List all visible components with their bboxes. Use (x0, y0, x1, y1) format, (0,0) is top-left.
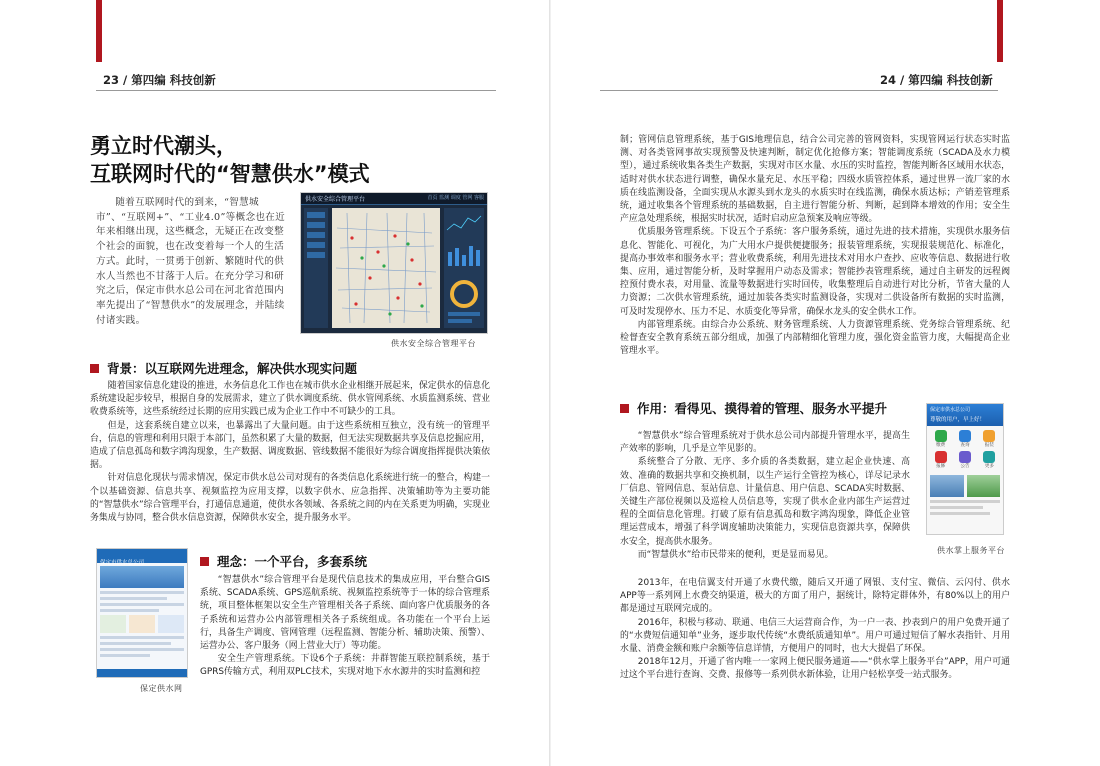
dashboard-tab: 管网 (462, 195, 473, 201)
app-photo-strip (930, 475, 1000, 497)
section-background-title: 背景：以互联网先进理念，解决供水现实问题 (107, 361, 358, 376)
background-paragraph: 针对信息化现状与需求情况，保定市供水总公司对现有的各类信息化系统进行统一的整合，构建一个以基础资源、信息共享、视频监控为应用支撑，以数字供水、应急指挥、决策辅助等为主要功能的“智慧供水”综合管理平台，打通信息通道，使供水各领域、各系统之间的内在关系更为明确，实现业务集成与协同，整合供水信息资源，保障供水安全，提升服务水平。 (90, 473, 490, 524)
figure1-caption: 供水安全综合管理平台 (391, 339, 476, 348)
dashboard-right-panel (444, 208, 484, 328)
intro-paragraph (96, 196, 286, 328)
section-effect-title: 作用：看得见、摸得着的管理、服务水平提升 (637, 401, 888, 416)
section-marker-icon (90, 364, 99, 373)
section-marker-icon (200, 557, 209, 566)
section-concept-body (200, 574, 490, 680)
right-top-paragraph: 优质服务管理系统。下设五个子系统：客户服务系统，通过先进的技术措施，实现供水服务信息化、智能化、可视化，为广大用水户提供便捷服务；报装管理系统，实现报装规范化、标准化，提高办事效率和服务水平；营业收费系统，利用先进技术对用水户查抄、应收等信息、数据进行收集、应用，通过智能分析，及时掌握用户动态及需求；智能抄表管理系统，通过自主研发的远程阀控预付费水表，对用量、流量等数据进行实时回传，收集整理后自动进行对比分析，节省大量的人力资源；二次供水管理系统，通过加装各类实时监测设备，实现对二供设备所有数据的实时监测，可及时发现停水、压力不足、水质变化等异常，确保水龙头的安全供水工作。 (620, 227, 1010, 317)
effect-paragraph: “智慧供水”综合管理系统对于供水总公司内部提升管理水平，提高生产效率的影响，几乎是立竿见影的。 (620, 431, 910, 455)
dashboard-tab: 首页 (427, 195, 438, 201)
left-red-bar (96, 0, 102, 62)
dashboard-tab: 客服 (473, 195, 484, 201)
app-grid-item: 查询 (954, 430, 975, 448)
article-title (90, 132, 390, 188)
right-bottom-body (620, 577, 1010, 683)
app-grid-item: 缴费 (930, 430, 951, 448)
right-red-bar (997, 0, 1003, 62)
effect-paragraph: 而“智慧供水”给市民带来的便利，更是显而易见。 (637, 549, 834, 560)
section-effect-body (620, 430, 910, 562)
website-screenshot-image (96, 548, 188, 678)
app-grid-item: 公告 (954, 451, 975, 469)
app-grid-item: 报装 (979, 430, 1000, 448)
website-title: 保定市供水总公司 (100, 560, 145, 566)
concept-paragraph: “智慧供水”综合管理平台是现代信息技术的集成应用，平台整合GIS系统、SCADA系统、GPS巡航系统、视频监控系统等于一体的综合管理系统，项目整体框架以安全生产管理相关各子系统、面向客户优质服务的各子系统和运营办公内部管理相关各子系统组成。各功能在一个平台上运行，具备生产调度、管网管理（远程监测、智能分析、辅助决策、预警）、运营办公、客户服务（网上营业大厅）等功能。 (200, 575, 490, 652)
website-banner (97, 549, 187, 566)
background-paragraph: 随着国家信息化建设的推进，水务信息化工作也在城市供水企业相继开展起来，保定供水的信息化系统建设起步较早，根据自身的发展需求，建立了供水调度系统、供水管网系统、水质监测系统、营业收费系统等，这些系统经过长期的应用实践已成为企业工作中不可缺少的工具。 (90, 381, 490, 418)
dashboard-window-title: 供水安全综合管理平台 (305, 196, 366, 203)
right-bottom-paragraph: 2013年，在电信翼支付开通了水费代缴，随后又开通了网银、支付宝、微信、云闪付、供水APP等一系列网上水费交纳渠道，极大的方面了用户，据统计，除特定群体外，有80%以上的用户都是通过互联网完成的。 (620, 578, 1010, 615)
left-page-header: 23 / 第四编 科技创新 (103, 73, 216, 87)
website-footer (97, 669, 187, 677)
dashboard-tab: 监测 (439, 195, 450, 201)
dashboard-tabs (428, 194, 484, 201)
right-header-rule (600, 90, 998, 91)
right-top-paragraph: 内部管理系统。由综合办公系统、财务管理系统、人力资源管理系统、党务综合管理系统、纪检督查安全教育系统五部分组成，加强了内部精细化管理力度，强化资金监管力度，大幅提高企业管理水平。 (620, 319, 1010, 357)
section-concept-heading (200, 552, 367, 570)
app-grid-item: 更多 (979, 451, 1000, 469)
right-bottom-paragraph: 2016年，积极与移动、联通、电信三大运营商合作，为一户一表、抄表到户的用户免费开通了的“水费短信通知单”业务，逐步取代传统“水费纸质通知单”。用户可通过短信了解水表指针、月用水量、消费金额和账户余额等信息详情，方便用户的同时，也大大提倡了环保。 (620, 617, 1010, 655)
figure3-caption: 供水掌上服务平台 (937, 546, 1005, 555)
app-banner-title: 保定市供水总公司 (930, 407, 971, 413)
website-hero (100, 566, 184, 588)
concept-paragraph: 安全生产管理系统。下设6个子系统：井群智能互联控制系统，基于GPRS传输方式，利用双PLC技术，实现对地下水水源井的实时监测和控 (200, 654, 490, 678)
mobile-app-screenshot-image (926, 403, 1004, 535)
figure2-caption: 保定供水网 (140, 684, 183, 693)
pipe-network-map (332, 208, 440, 328)
right-bottom-paragraph: 2018年12月，开通了省内唯一一家网上便民服务通道——“供水掌上服务平台”APP，用户可通过这个平台进行查询、交费、报修等一系列供水新体验，让用户轻松享受一站式服务。 (620, 657, 1010, 681)
website-tiles (100, 615, 184, 633)
app-banner (927, 404, 1003, 426)
website-list (100, 636, 184, 657)
section-effect-heading (620, 399, 887, 417)
dashboard-tab: 调度 (450, 195, 461, 201)
left-header-rule (96, 90, 496, 91)
app-grid-item: 报修 (930, 451, 951, 469)
dashboard-mini-charts (444, 208, 484, 328)
title-line-1: 勇立时代潮头， (90, 134, 237, 158)
effect-paragraph: 系统整合了分散、无序、多介质的各类数据，建立起企业快速、高效、准确的数据共享和交换机制，以生产运行全管控为核心，详尽记录水厂信息、管网信息、泵站信息、计量信息、用户信息、SCADA实时数据、关键生产部位视频以及巡检人员信息等，实现了供水企业内部生产运营过程的全面信息化管理。打破了原有信息孤岛和数字鸿沟现象，降低企业管理运营成本，增强了科学调度辅助决策能力，实现信息资源共享，保障供水安全，提高供水服务。 (620, 457, 910, 547)
app-banner-greeting: 尊敬的用户，早上好！ (930, 417, 986, 423)
dashboard-map (332, 208, 440, 328)
right-page-header: 24 / 第四编 科技创新 (880, 73, 993, 87)
background-paragraph: 但是，这套系统自建立以来，也暴露出了大量问题。由于这些系统相互独立，没有统一的管理平台，信息的管理和利用只限于本部门，虽然积累了大量的数据，但无法实现数据共享及信息挖掘应用，造成了信息孤岛和数字鸿沟现象，生产数据、调度数据、管线数据不能很好为综合调度指挥提供决策依据。 (90, 420, 490, 471)
page-fold (549, 0, 551, 766)
title-line-2: 互联网时代的“智慧供水”模式 (90, 162, 370, 186)
app-list (930, 500, 1000, 515)
right-top-body (620, 134, 1010, 358)
section-marker-icon (620, 404, 629, 413)
dashboard-left-panel (304, 208, 328, 328)
dashboard-titlebar (301, 193, 487, 205)
right-top-paragraph: 制；管网信息管理系统，基于GIS地理信息，结合公司完善的管网资料，实现管网运行状态实时监测、对各类管网事故实现预警及快速判断，制定优化抢修方案；智能调度系统（SCADA及水力模型），通过系统收集各类生产数据，实现对市区水量、水压的实时监控，智能判断各区域用水状态，适时对供水状态进行调整，确保水量充足、水压平稳；四级水质管控体系，通过世界一流厂家的水质在线监测设备，全面实现从水源头到水龙头的水质实时在线监测，确保水质达标；产销差管理系统，通过收集各个管理系统的基础数据，自主进行智能分析、判断，起到降本增效的作用；安全生产应急处理系统，根据实时状况，适时启动应急预案及响应等级。 (620, 135, 1010, 225)
section-background-heading (90, 359, 357, 377)
section-background-body (90, 380, 490, 525)
app-function-grid (927, 426, 1003, 473)
intro-text: 随着互联网时代的到来，“智慧城市”、“互联网+”、“工业4.0”等概念也在近年来相继出现，这些概念，无疑正在改变整个社会的面貌，也在改变着每一个人的生活方式。此时，一贯勇于创新、繁随时代的供水人当然也不甘落于人后。在充分学习和研究之后，保定市供水总公司在河北省范围内率先提出了“智慧供水”的发展理念，并陆续付诸实践。 (96, 197, 286, 326)
platform-dashboard-image (300, 192, 488, 334)
section-concept-title: 理念：一个平台，多套系统 (217, 554, 368, 569)
website-news (100, 591, 184, 612)
